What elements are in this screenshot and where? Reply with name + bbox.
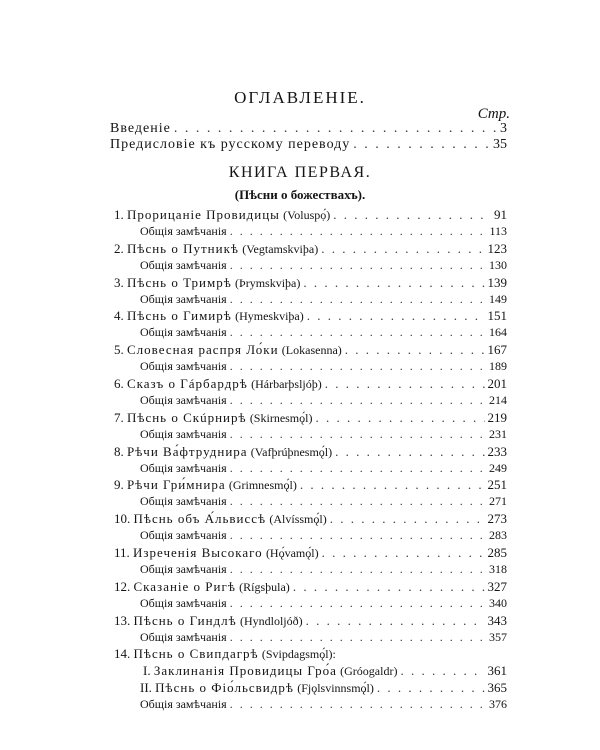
dot-leader <box>230 596 486 611</box>
entry-page: 219 <box>487 409 507 425</box>
entry-heading <box>140 680 374 696</box>
entry-number: 1. <box>114 207 124 222</box>
entry-number: 5. <box>114 342 124 358</box>
entry-page: 201 <box>487 376 507 391</box>
entry-notes-label: Общія замѣчанія <box>140 494 227 509</box>
dot-leader <box>322 545 485 561</box>
dot-leader <box>300 477 485 493</box>
entry-heading <box>114 342 342 358</box>
dot-leader <box>321 241 484 257</box>
entry-page: 123 <box>487 240 507 256</box>
entry-heading <box>114 308 304 324</box>
entry-heading <box>114 207 330 223</box>
entry-title: Пѣснь о Тримрѣ <box>127 274 232 290</box>
entry-title: Пѣснь о Путникѣ <box>127 240 239 256</box>
dot-leader <box>325 376 485 392</box>
entry-heading <box>114 410 312 426</box>
entry-number: 10. <box>114 511 131 527</box>
entry-page: 249 <box>489 460 507 475</box>
entry-notes-label: Общія замѣчанія <box>140 460 227 475</box>
entry-page: 167 <box>487 342 507 358</box>
entry-number: 13. <box>114 612 131 628</box>
entry-notes-label: Общія замѣчанія <box>140 528 227 543</box>
entry-page: 151 <box>487 308 507 324</box>
entry-number: 4. <box>114 308 124 324</box>
dot-leader <box>377 680 485 696</box>
entry-title: Пѣснь о Свипдагрѣ <box>133 646 259 662</box>
dot-leader <box>315 410 484 426</box>
dot-leader <box>230 494 486 509</box>
entry-page: 327 <box>487 578 507 594</box>
entry-title: Рѣчи Гри́мнира <box>127 477 226 493</box>
entry-page: 139 <box>487 274 507 290</box>
dot-leader <box>303 275 484 291</box>
dot-leader <box>230 325 486 340</box>
book-title: КНИГА ПЕРВАЯ. <box>228 164 372 181</box>
dot-leader <box>230 292 486 307</box>
entry-title: Введеніе <box>110 121 171 136</box>
entry-heading <box>114 511 327 527</box>
entry-page: 149 <box>489 291 507 306</box>
page-column-label: Стр. <box>477 106 510 122</box>
entry-number: 7. <box>114 409 124 425</box>
dot-leader <box>230 697 486 712</box>
entry-page: 233 <box>487 443 507 459</box>
entry-original-title: (Vegtamskviþa) <box>242 241 319 256</box>
entry-page: 365 <box>487 680 507 696</box>
entry-page: 189 <box>489 359 507 374</box>
entry-page: 3 <box>500 121 507 136</box>
dot-leader <box>335 444 484 460</box>
entry-original-title: (Fjǫlsvinnsmǫ́l) <box>297 681 374 696</box>
entry-notes-label: Общія замѣчанія <box>140 561 227 576</box>
entry-page: 357 <box>489 629 507 644</box>
entry-number: 12. <box>114 578 131 594</box>
entry-notes-label: Общія замѣчанія <box>140 223 227 238</box>
entry-page: 91 <box>494 207 507 222</box>
entry-heading <box>114 646 336 662</box>
entry-page: 343 <box>487 612 507 628</box>
dot-leader <box>345 342 485 358</box>
entry-number: 3. <box>114 274 124 290</box>
entry-title: Словесная распря Ло́ки <box>127 342 279 358</box>
entry-heading <box>114 545 319 561</box>
entry-original-title: (Svipdagsmǫ́l): <box>261 647 336 662</box>
entry-page: 283 <box>489 528 507 543</box>
dot-leader <box>230 258 486 273</box>
entry-notes-label: Общія замѣчанія <box>140 697 227 712</box>
dot-leader <box>230 359 486 374</box>
entry-number: 11. <box>114 545 130 560</box>
entry-page: 361 <box>487 663 507 679</box>
entry-original-title: (Vafþrúþnesmǫ́l) <box>250 444 333 459</box>
entry-title: Сказаніе о Ригѣ <box>133 578 236 594</box>
entry-notes-label: Общія замѣчанія <box>140 392 227 407</box>
dot-leader <box>230 562 486 577</box>
entry-number: 9. <box>114 477 124 493</box>
toc-notes-entry <box>140 697 507 716</box>
entry-number: 8. <box>114 443 124 459</box>
entry-title: Пѣснь о Гиндлѣ <box>133 612 237 628</box>
entry-page: 285 <box>487 545 507 560</box>
entry-original-title: (Skirnesmǫ́l) <box>249 410 313 425</box>
dot-leader <box>230 427 486 442</box>
entry-notes-label: Общія замѣчанія <box>140 325 227 340</box>
entry-original-title: (Rígsþula) <box>239 579 290 594</box>
entry-original-title: (Grimnesmǫ́l) <box>228 478 297 493</box>
entry-title: Пѣснь о Гимирѣ <box>127 308 232 324</box>
dot-leader <box>306 613 485 629</box>
entry-heading <box>143 663 397 679</box>
entry-notes-label: Общія замѣчанія <box>140 629 227 644</box>
entry-title: Пѣснь объ А́львиссѣ <box>133 511 267 527</box>
dot-leader <box>230 393 486 408</box>
dot-leader <box>230 630 486 645</box>
entry-original-title: (Hyndloljóð) <box>239 613 303 628</box>
entry-heading <box>114 275 300 291</box>
dot-leader <box>230 224 487 239</box>
entry-original-title: (Hymeskviþa) <box>235 309 304 324</box>
entry-number: 14. <box>114 646 131 662</box>
entry-heading <box>114 444 332 460</box>
entry-heading <box>114 241 318 257</box>
dot-leader <box>307 308 485 324</box>
dot-leader <box>293 579 485 595</box>
part-number: I. <box>143 663 151 679</box>
entry-original-title: (Gróogaldr) <box>340 664 398 679</box>
entry-title: Пѣснь о Фіо́льсвидрѣ <box>155 680 294 696</box>
dot-leader <box>330 511 485 527</box>
entry-notes-label: Общія замѣчанія <box>140 291 227 306</box>
entry-number: 6. <box>114 376 124 391</box>
entry-original-title: (Alvíssmǫ́l) <box>269 512 327 527</box>
entry-page: 271 <box>489 494 507 509</box>
entry-title: Сказъ о Гáрбардрѣ <box>127 376 248 391</box>
entry-notes-label: Общія замѣчанія <box>140 257 227 272</box>
entry-heading <box>114 376 322 392</box>
dot-leader <box>174 121 497 137</box>
dot-leader <box>230 528 486 543</box>
entry-heading <box>114 613 303 629</box>
dot-leader <box>400 663 484 679</box>
entry-page: 231 <box>489 426 507 441</box>
entry-page: 376 <box>489 697 507 712</box>
entry-page: 35 <box>493 137 507 152</box>
entry-notes-label: Общія замѣчанія <box>140 426 227 441</box>
entry-original-title: (Lokasenna) <box>281 343 342 358</box>
part-number: II. <box>140 680 152 696</box>
entry-notes-label: Общія замѣчанія <box>140 359 227 374</box>
entry-page: 214 <box>489 392 507 407</box>
dot-leader <box>230 461 486 476</box>
entry-heading <box>114 579 290 595</box>
book-subtitle: (Пѣсни о божествахъ). <box>234 187 366 202</box>
entry-number: 2. <box>114 240 124 256</box>
entry-title: Рѣчи Ва́фтруднира <box>127 443 248 459</box>
entry-title: Изреченія Высокаго <box>133 545 263 560</box>
dot-leader <box>333 207 491 223</box>
entry-page: 130 <box>489 257 507 272</box>
entry-page: 251 <box>487 477 507 493</box>
entry-page: 318 <box>489 561 507 576</box>
entry-page: 113 <box>489 223 507 238</box>
entry-original-title: (Þrymskviþa) <box>235 275 301 290</box>
dot-leader <box>353 137 490 153</box>
entry-original-title: (Voluspọ́) <box>283 208 331 222</box>
entry-original-title: (Hárbarþsljóþ) <box>251 377 322 391</box>
page-title: ОГЛАВЛЕНІЕ. <box>234 88 366 107</box>
entry-title: Предисловіе къ русскому переводу <box>110 137 351 152</box>
entry-title: Пѣснь о Скúрнирѣ <box>127 409 247 425</box>
entry-title: Прорицаніе Провидицы <box>127 207 280 222</box>
toc-entry-preface <box>110 137 507 156</box>
entry-notes-label: Общія замѣчанія <box>140 595 227 610</box>
entry-heading <box>114 477 297 493</box>
entry-page: 273 <box>487 511 507 527</box>
entry-title: Заклинанія Провидицы Гро́а <box>153 663 337 679</box>
entry-page: 340 <box>489 595 507 610</box>
entry-page: 164 <box>489 325 507 340</box>
entry-original-title: (Hǫ́vamǫ́l) <box>265 546 319 560</box>
